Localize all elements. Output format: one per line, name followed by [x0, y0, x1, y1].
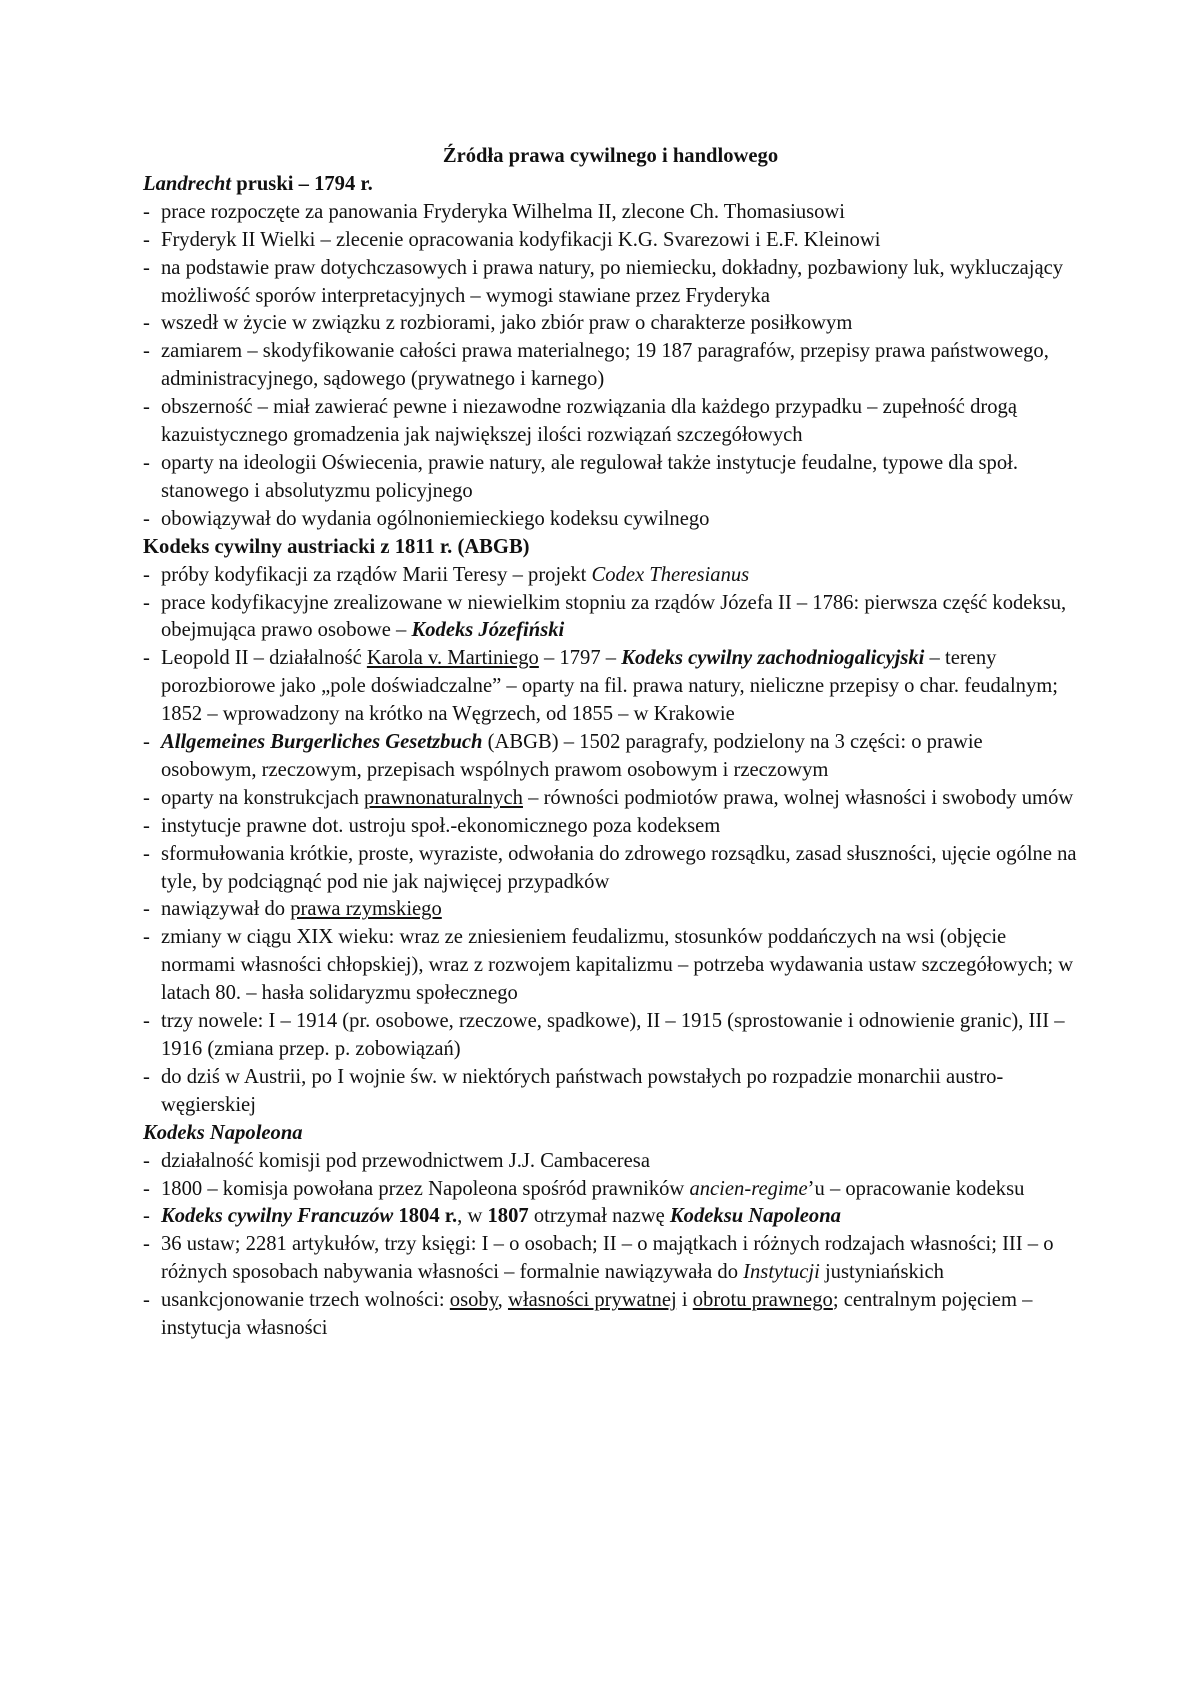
list-item-text: oparty na ideologii Oświecenia, prawie natury, ale regulował także instytucje feudalne, typowe dla społ. stanowego i absolutyzmu policyjnego: [161, 451, 1019, 502]
list-dash: -: [143, 256, 150, 279]
list-item: [143, 338, 1078, 394]
list-item: [143, 590, 1078, 646]
text-run: ,: [497, 1289, 508, 1312]
text-run: justyniańskich: [819, 1261, 944, 1284]
list-item: [143, 255, 1078, 311]
list-item: [143, 310, 1078, 338]
text-run-bold-italic: Kodeks cywilny Francuzów: [161, 1205, 394, 1228]
list-item: [143, 1231, 1078, 1287]
list-dash: -: [143, 1065, 150, 1088]
list-dash: -: [143, 1205, 150, 1228]
text-run: – tereny porozbiorowe jako „pole doświadczalne” – oparty na fil. prawa natury, nieliczne przepisy o char. feudalnym; 1852 – wprowadzony na krótko na Węgrzech, od 1855 – w Krakowie: [161, 647, 1059, 726]
list-item: [143, 394, 1078, 450]
list-dash: -: [143, 1289, 150, 1312]
list-item: [143, 1064, 1078, 1120]
list-dash: -: [143, 731, 150, 754]
list-dash: -: [143, 451, 150, 474]
text-run: , w: [457, 1205, 488, 1228]
heading-italic-part: Landrecht: [143, 172, 232, 195]
list-item: [143, 896, 1078, 924]
text-run: otrzymał nazwę: [528, 1205, 670, 1228]
list-item: [143, 562, 1078, 590]
list-item: [143, 506, 1078, 534]
text-run: ’u – opracowanie kodeksu: [807, 1177, 1025, 1200]
text-run: instytucje prawne dot. ustroju społ.-ekonomicznego poza kodeksem: [161, 814, 721, 837]
text-run: ; centralnym pojęciem – instytucja własności: [161, 1289, 1033, 1340]
text-run: usankcjonowanie trzech wolności:: [161, 1289, 450, 1312]
text-run: – 1797 –: [538, 647, 622, 670]
list-item: [143, 1008, 1078, 1064]
list-dash: -: [143, 591, 150, 614]
list-item: [143, 1148, 1078, 1176]
text-run: zmiany w ciągu XIX wieku: wraz ze zniesieniem feudalizmu, stosunków poddańczych na wsi (objęcie normami własności chłopskiej), wraz z rozwojem kapitalizmu – potrzeba wydawania ustaw szczegółowych; w latach 80. – hasła solidaryzmu społecznego: [161, 926, 1074, 1005]
list-dash: -: [143, 340, 150, 363]
list-dash: -: [143, 1149, 150, 1172]
list-item: [143, 813, 1078, 841]
text-run: próby kodyfikacji za rządów Marii Teresy – projekt: [161, 563, 592, 586]
list-item-text: obowiązywał do wydania ogólnoniemieckiego kodeksu cywilnego: [161, 507, 710, 530]
list-item-text: prace rozpoczęte za panowania Fryderyka Wilhelma II, zlecone Ch. Thomasiusowi: [161, 200, 846, 223]
list-dash: -: [143, 396, 150, 419]
text-run-underline: prawnonaturalnych: [364, 786, 523, 809]
text-run-bold-italic: Kodeks cywilny zachodniogalicyjski: [621, 647, 925, 670]
text-run-italic: Codex Theresianus: [591, 563, 750, 586]
text-run: trzy nowele: I – 1914 (pr. osobowe, rzeczowe, spadkowe), II – 1915 (sprostowanie i odnowienie granic), III – 1916 (zmiana przep. p. zobowiązań): [161, 1010, 1065, 1060]
text-run-bold: 1804 r.: [393, 1205, 458, 1228]
list-item: [143, 199, 1078, 227]
text-run: (ABGB) – 1502 paragrafy, podzielony na 3 części: o prawie osobowym, rzeczowym, przepisach wspólnych prawom osobowym i rzeczowym: [161, 731, 983, 781]
list-dash: -: [143, 814, 150, 837]
list-dash: -: [143, 1233, 150, 1256]
text-run: 36 ustaw; 2281 artykułów, trzy księgi: I – o osobach; II – o majątkach i różnych rodzajach własności; III – o różnych sposobach nabywania własności – formalnie nawiązywała do: [161, 1233, 1054, 1284]
text-run: nawiązywał do: [161, 898, 291, 921]
list-item: [143, 785, 1078, 813]
list-item: [143, 645, 1078, 729]
list-dash: -: [143, 1177, 150, 1200]
list-dash: -: [143, 312, 150, 335]
document-title: Źródła prawa cywilnego i handlowego: [442, 145, 779, 167]
text-run: do dziś w Austrii, po I wojnie św. w niektórych państwach powstałych po rozpadzie monarchii austro-węgierskiej: [161, 1065, 1004, 1116]
text-run-bold-italic: Kodeksu Napoleona: [669, 1205, 841, 1228]
text-run-italic: Instytucji: [743, 1261, 820, 1284]
list-item-text: Fryderyk II Wielki – zlecenie opracowania kodyfikacji K.G. Svarezowi i E.F. Kleinowi: [161, 228, 881, 251]
list-item: [143, 729, 1078, 785]
list-dash: -: [143, 786, 150, 809]
text-run: sformułowania krótkie, proste, wyraziste, odwołania do zdrowego rozsądku, zasad słuszności, ujęcie ogólne na tyle, by podciągnąć pod nie jak najwięcej przypadków: [161, 842, 1077, 893]
text-run-underline: prawa rzymskiego: [290, 898, 442, 921]
text-run-bold-italic: Kodeks Józefiński: [411, 619, 565, 642]
list-dash: -: [143, 228, 150, 251]
list-item-text: wszedł w życie w związku z rozbiorami, jako zbiór praw o charakterze posiłkowym: [161, 312, 853, 335]
list-item: [143, 924, 1078, 1008]
text-run-underline: obrotu prawnego: [692, 1289, 833, 1312]
list-dash: -: [143, 200, 150, 223]
text-run: 1800 – komisja powołana przez Napoleona spośród prawników: [161, 1177, 690, 1200]
text-run: i: [676, 1289, 693, 1312]
text-run-underline: Karola v. Martiniego: [366, 647, 539, 670]
list-item: [143, 450, 1078, 506]
text-run-bold-italic: Allgemeines Burgerliches Gesetzbuch: [161, 731, 483, 754]
section-heading-landrecht: [143, 171, 1078, 199]
list-dash: -: [143, 563, 150, 586]
list-dash: -: [143, 898, 150, 921]
list-item: [143, 841, 1078, 897]
list-dash: -: [143, 1010, 150, 1033]
section-heading-napoleon: Kodeks Napoleona: [143, 1121, 303, 1144]
list-dash: -: [143, 507, 150, 530]
list-item-text: na podstawie praw dotychczasowych i prawa natury, po niemiecku, dokładny, pozbawiony luk, wykluczający możliwość sporów interpretacyjnych – wymogi stawiane przez Fryderyka: [161, 256, 1064, 307]
text-run-underline: osoby: [449, 1289, 498, 1312]
document-body: [143, 143, 1078, 1343]
heading-rest: pruski – 1794 r.: [231, 172, 373, 195]
text-run-italic: ancien-regime: [689, 1177, 808, 1200]
section-heading-abgb: Kodeks cywilny austriacki z 1811 r. (ABGB): [143, 535, 530, 558]
list-item: [143, 1203, 1078, 1231]
text-run: oparty na konstrukcjach: [161, 786, 365, 809]
list-item: [143, 227, 1078, 255]
list-item: [143, 1287, 1078, 1343]
list-dash: -: [143, 926, 150, 949]
text-run: – równości podmiotów prawa, wolnej własności i swobody umów: [522, 786, 1074, 809]
text-run: Leopold II – działalność: [161, 647, 367, 670]
text-run-underline: własności prywatnej: [507, 1289, 677, 1312]
list-item-text: zamiarem – skodyfikowanie całości prawa materialnego; 19 187 paragrafów, przepisy prawa państwowego, administracyjnego, sądowego (prywatnego i karnego): [161, 340, 1049, 391]
text-run-bold: 1807: [487, 1205, 529, 1228]
list-item: [143, 1176, 1078, 1204]
list-item-text: obszerność – miał zawierać pewne i niezawodne rozwiązania dla każdego przypadku – zupełność drogą kazuistycznego gromadzenia jak największej ilości rozwiązań szczegółowych: [161, 396, 1017, 447]
text-run: prace kodyfikacyjne zrealizowane w niewielkim stopniu za rządów Józefa II – 1786: pierwsza część kodeksu, obejmująca prawo osobowe –: [161, 591, 1067, 642]
text-run: działalność komisji pod przewodnictwem J.J. Cambaceresa: [161, 1149, 650, 1172]
list-dash: -: [143, 647, 150, 670]
list-dash: -: [143, 842, 150, 865]
